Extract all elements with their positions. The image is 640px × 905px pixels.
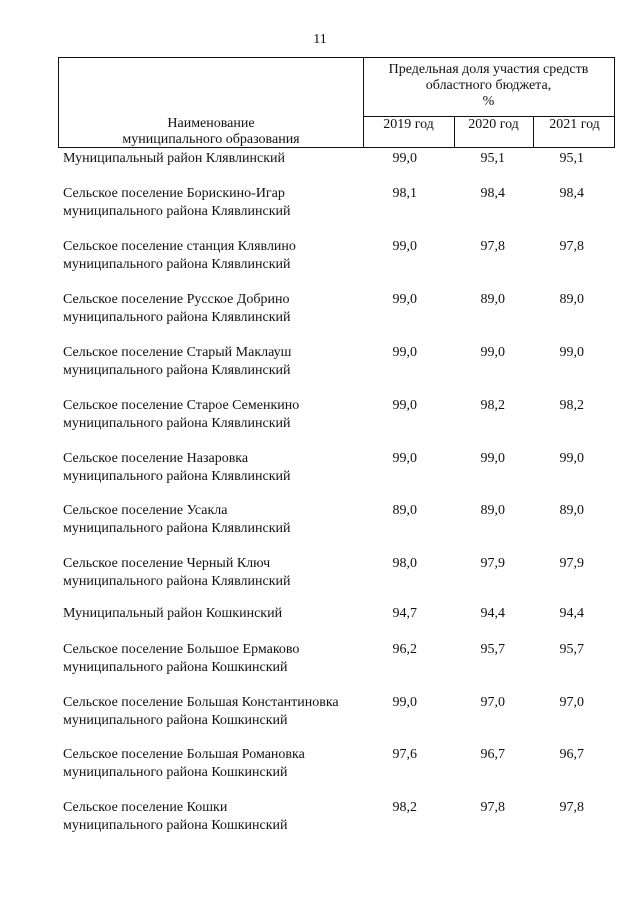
column-header-2019: 2019 год (383, 117, 434, 132)
row-name-line2: муниципального района Кошкинский (63, 765, 288, 780)
row-name (63, 185, 363, 221)
row-name (63, 238, 363, 274)
value-2019: 99,0 (392, 398, 417, 413)
row-name (63, 694, 363, 730)
value-2019: 99,0 (392, 239, 417, 254)
value-2020: 97,8 (480, 800, 505, 815)
column-header-share-line3: % (482, 94, 495, 109)
value-2019: 99,0 (392, 151, 417, 166)
row-name (63, 641, 363, 677)
value-2021: 98,4 (559, 186, 584, 201)
row-name-line2: муниципального района Клявлинский (63, 363, 291, 378)
row-name-line1: Муниципальный район Кошкинский (63, 606, 283, 621)
row-name-line1: Сельское поселение станция Клявлино (63, 239, 296, 254)
value-2020: 95,7 (480, 642, 505, 657)
column-header-name-line2: муниципального образования (122, 132, 300, 147)
row-name-line2: муниципального района Клявлинский (63, 469, 291, 484)
row-name-line2: муниципального района Клявлинский (63, 310, 291, 325)
value-2021: 95,7 (559, 642, 584, 657)
row-name-line2: муниципального района Клявлинский (63, 574, 291, 589)
row-name-line1: Сельское поселение Кошки (63, 800, 228, 815)
value-2019: 99,0 (392, 695, 417, 710)
row-name (63, 605, 363, 623)
value-2019: 94,7 (392, 606, 417, 621)
row-name (63, 555, 363, 591)
row-name-line1: Сельское поселение Старое Семенкино (63, 398, 300, 413)
row-name-line1: Сельское поселение Большая Константиновка (63, 695, 339, 710)
value-2020: 97,0 (480, 695, 505, 710)
row-name (63, 397, 363, 433)
value-2019: 89,0 (392, 503, 417, 518)
value-2019: 98,1 (392, 186, 417, 201)
row-name (63, 344, 363, 380)
row-name-line1: Сельское поселение Черный Ключ (63, 556, 271, 571)
value-2020: 89,0 (480, 292, 505, 307)
column-header-share (363, 62, 614, 110)
value-2020: 98,4 (480, 186, 505, 201)
row-name (63, 502, 363, 538)
column-header-name-line1: Наименование (167, 116, 255, 131)
value-2019: 99,0 (392, 292, 417, 307)
value-2019: 96,2 (392, 642, 417, 657)
value-2021: 95,1 (559, 151, 584, 166)
value-2020: 96,7 (480, 747, 505, 762)
row-name-line1: Сельское поселение Большая Романовка (63, 747, 305, 762)
row-name (63, 150, 363, 168)
row-name-line2: муниципального района Клявлинский (63, 521, 291, 536)
row-name (63, 450, 363, 486)
row-name-line1: Сельское поселение Борискино-Игар (63, 186, 285, 201)
column-header-share-line1: Предельная доля участия средств (388, 62, 589, 77)
column-header-2020: 2020 год (468, 117, 519, 132)
value-2021: 99,0 (559, 345, 584, 360)
value-2020: 97,8 (480, 239, 505, 254)
row-name (63, 291, 363, 327)
value-2021: 94,4 (559, 606, 584, 621)
value-2020: 95,1 (480, 151, 505, 166)
value-2021: 89,0 (559, 503, 584, 518)
row-name-line2: муниципального района Кошкинский (63, 818, 288, 833)
value-2019: 98,0 (392, 556, 417, 571)
value-2021: 97,9 (559, 556, 584, 571)
column-header-share-line2: областного бюджета, (425, 78, 552, 93)
value-2021: 98,2 (559, 398, 584, 413)
row-name-line1: Сельское поселение Усакла (63, 503, 228, 518)
row-name-line2: муниципального района Клявлинский (63, 204, 291, 219)
row-name-line1: Сельское поселение Старый Маклауш (63, 345, 292, 360)
value-2020: 99,0 (480, 451, 505, 466)
value-2020: 97,9 (480, 556, 505, 571)
column-header-name (59, 116, 363, 148)
value-2020: 89,0 (480, 503, 505, 518)
value-2019: 98,2 (392, 800, 417, 815)
value-2020: 99,0 (480, 345, 505, 360)
value-2019: 99,0 (392, 451, 417, 466)
value-2021: 89,0 (559, 292, 584, 307)
value-2021: 97,0 (559, 695, 584, 710)
row-name-line2: муниципального района Кошкинский (63, 713, 288, 728)
row-name-line1: Сельское поселение Большое Ермаково (63, 642, 300, 657)
row-name-line2: муниципального района Клявлинский (63, 257, 291, 272)
column-header-2021: 2021 год (549, 117, 600, 132)
value-2020: 94,4 (480, 606, 505, 621)
row-name (63, 799, 363, 835)
row-name-line1: Муниципальный район Клявлинский (63, 151, 286, 166)
value-2021: 99,0 (559, 451, 584, 466)
value-2019: 99,0 (392, 345, 417, 360)
value-2019: 97,6 (392, 747, 417, 762)
row-name-line1: Сельское поселение Русское Добрино (63, 292, 290, 307)
value-2021: 97,8 (559, 800, 584, 815)
value-2020: 98,2 (480, 398, 505, 413)
value-2021: 96,7 (559, 747, 584, 762)
page-number: 11 (313, 32, 327, 47)
row-name-line2: муниципального района Клявлинский (63, 416, 291, 431)
row-name (63, 746, 363, 782)
row-name-line1: Сельское поселение Назаровка (63, 451, 249, 466)
value-2021: 97,8 (559, 239, 584, 254)
table-header (58, 57, 615, 148)
row-name-line2: муниципального района Кошкинский (63, 660, 288, 675)
